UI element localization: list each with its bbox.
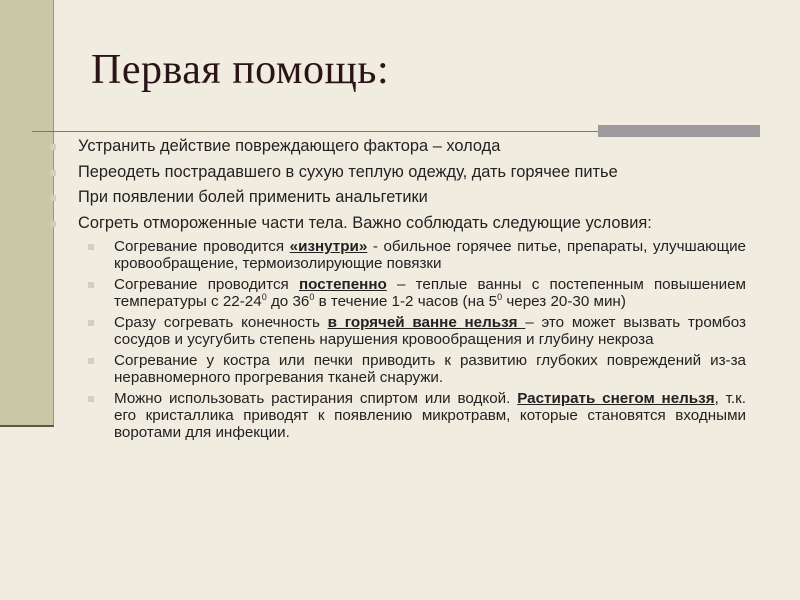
sub-text: до 36 xyxy=(266,293,310,310)
sub-text: - обильное горячее питье, препараты, улучшающие кровообращение, термоизолирующие повязки xyxy=(114,238,746,272)
square-bullet-icon xyxy=(50,221,56,227)
sub-bullet-item xyxy=(48,390,746,441)
square-bullet-icon xyxy=(88,320,94,326)
square-bullet-icon xyxy=(88,358,94,364)
emphasis-text: «изнутри» xyxy=(289,238,368,255)
bullet-text: Устранить действие повреждающего фактора – холода xyxy=(78,137,501,155)
sub-text: Сразу согревать конечность xyxy=(114,314,328,331)
sub-text: Согревание проводится xyxy=(114,276,299,293)
sub-text: , т.к. его кристаллика приводят к появлению микротравм, которые становятся входными воротами для инфекции. xyxy=(114,390,746,441)
side-decoration-bar xyxy=(0,0,53,426)
superscript: 0 xyxy=(309,291,315,302)
sub-text: Можно использовать растирания спиртом или водкой. xyxy=(114,390,518,407)
sub-bullet-item xyxy=(48,352,746,386)
square-bullet-icon xyxy=(88,244,94,250)
bullet-item xyxy=(48,213,746,234)
bullet-text: Переодеть пострадавшего в сухую теплую одежду, дать горячее питье xyxy=(78,162,618,181)
superscript: 0 xyxy=(497,291,503,302)
sub-text: Согревание проводится xyxy=(114,238,290,255)
sub-text: через 20-30 мин) xyxy=(502,293,626,310)
emphasis-text: постепенно xyxy=(298,276,387,293)
emphasis-text: в горячей ванне нельзя xyxy=(327,314,526,331)
square-bullet-icon xyxy=(50,170,56,176)
square-bullet-icon xyxy=(50,195,56,201)
slide-body xyxy=(48,136,746,445)
bullet-item xyxy=(48,187,746,208)
square-bullet-icon xyxy=(88,282,94,288)
side-bar-footer-line xyxy=(0,425,54,427)
square-bullet-icon xyxy=(88,396,94,402)
sub-text: – теплые ванны с постепенным повышением температуры с 22-24 xyxy=(114,276,747,310)
title-divider-line xyxy=(32,131,598,132)
sub-bullet-item xyxy=(48,238,746,272)
bullet-text: Согреть отмороженные части тела. Важно соблюдать следующие условия: xyxy=(78,213,652,232)
square-bullet-icon xyxy=(50,144,56,150)
superscript: 0 xyxy=(261,291,267,302)
bullet-item xyxy=(48,162,746,183)
bullet-item xyxy=(48,136,746,157)
slide-title: Первая помощь: xyxy=(91,47,390,93)
sub-text: Согревание у костра или печки приводить к развитию глубоких повреждений из-за неравномерного прогревания тканей снаружи. xyxy=(114,352,746,386)
sub-bullet-item xyxy=(48,276,746,310)
sub-bullet-item xyxy=(48,314,746,348)
emphasis-text: Растирать снегом нельзя xyxy=(517,390,715,407)
sub-text: – это может вызвать тромбоз сосудов и усугубить степень нарушения кровообращения и глубину некроза xyxy=(114,314,746,348)
bullet-text: При появлении болей применить анальгетики xyxy=(78,188,428,206)
sub-text: в течение 1-2 часов (на 5 xyxy=(314,293,498,310)
